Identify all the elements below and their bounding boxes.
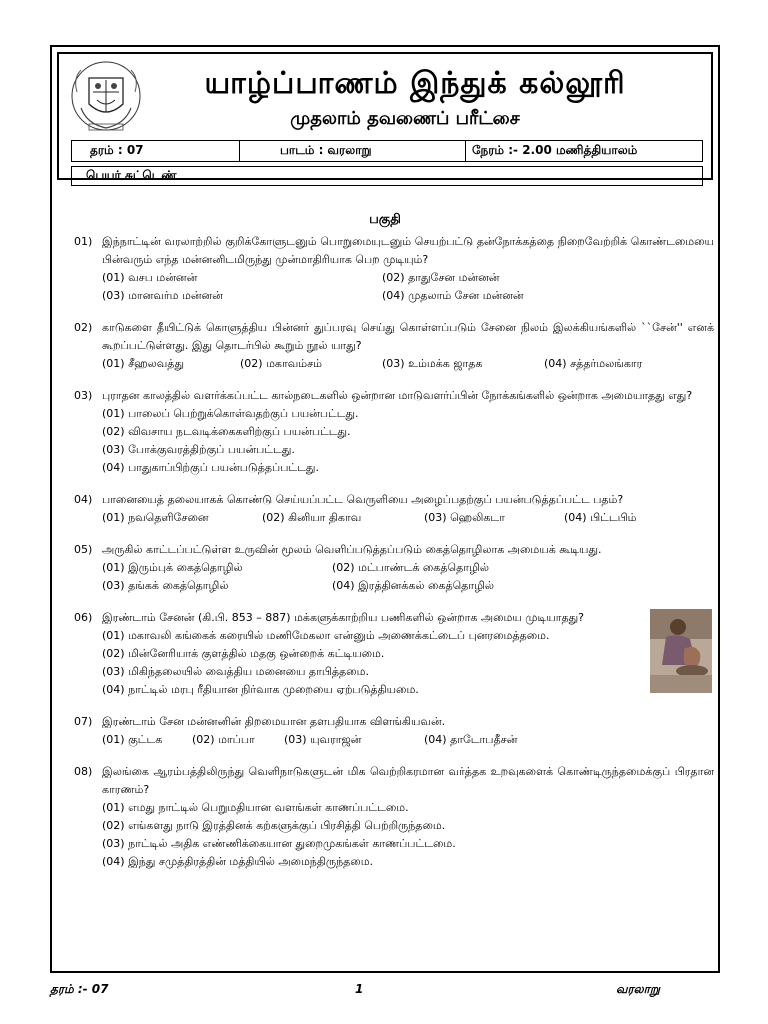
option[interactable]: (01) மகாவலி கங்கைக் கரையில் மணிமேகலா என்னும் அணைக்கட்டைப் புனரமைத்தமை. — [102, 629, 550, 642]
question-7 — [74, 713, 714, 749]
info-row — [71, 140, 703, 162]
question-text: காடுகளை தீயிட்டுக் கொளுத்திய பின்னர் துப்பரவு செய்து கொள்ளப்படும் சேனை நிலம் இலக்கியங்களில் ``சேன்'' எனக் கூறப்பட்டுள்ளது. இது தொடர்பில் கூறும் நூல் யாது? — [102, 321, 714, 352]
option[interactable]: (02) மகாவம்சம் — [240, 357, 323, 370]
option[interactable]: (01) பாலைப் பெற்றுக்கொள்வதற்குப் பயன்பட்டது. — [102, 407, 359, 420]
option[interactable]: (03) தங்கக் கைத்தொழில் — [102, 579, 229, 592]
question-text: இலங்கை ஆரம்பத்திலிருந்து வெளிநாடுகளுடன் மிக வெற்றிகரமான வர்த்தக உறவுகளைக் கொண்டிருந்தமைக்குப் பிரதான காரணம்? — [102, 765, 714, 796]
question-2 — [74, 319, 714, 373]
question-text: இந்நாட்டின் வரலாற்றில் குறிக்கோளுடனும் பொறுமையுடனும் செயற்பட்டு தன்நோக்கத்தை நிறைவேற்றிக் கொண்டமையை பின்வரும் எந்த மன்னனிடமிருந்து முன்மாதிரியாக பெற முடியும்? — [102, 235, 714, 266]
option[interactable]: (03) உம்மக்க ஜாதக — [382, 357, 483, 370]
question-4 — [74, 491, 714, 527]
header-box — [57, 52, 713, 180]
question-number: 08) — [74, 765, 93, 778]
option[interactable]: (02) கினியா திகாவ — [262, 511, 362, 524]
option[interactable]: (01) குட்டக — [102, 733, 163, 746]
potter-photo-icon — [650, 609, 712, 693]
time-field: நேரம் :- 2.00 மணித்தியாலம் — [472, 143, 638, 157]
question-5 — [74, 541, 714, 595]
option[interactable]: (04) முதலாம் சேன மன்னன் — [382, 289, 524, 302]
question-number: 06) — [74, 611, 93, 624]
option[interactable]: (02) மாப்பா — [192, 733, 255, 746]
question-number: 04) — [74, 493, 93, 506]
option[interactable]: (04) சத்தர்மலங்கார — [544, 357, 643, 370]
question-number: 02) — [74, 321, 93, 334]
option[interactable]: (03) ஹெலிகடா — [424, 511, 505, 524]
option[interactable]: (03) மானவர்ம மன்னன் — [102, 289, 223, 302]
option[interactable]: (01) வசப மன்னன் — [102, 271, 198, 284]
grade-field: தரம் : 07 — [72, 141, 240, 161]
question-text: புராதன காலத்தில் வளர்க்கப்பட்ட கால்நடைகளில் ஒன்றான மாடுவளர்ப்பின் நோக்கங்களில் ஒன்றாக அமையாதது எது? — [102, 389, 693, 402]
section-title: பகுதி — [369, 212, 401, 227]
option[interactable]: (01) எமது நாட்டில் பெறுமதியான வளங்கள் காணப்பட்டமை. — [102, 801, 409, 814]
option[interactable]: (01) இரும்புக் கைத்தொழில் — [102, 561, 243, 574]
option[interactable]: (01) நவதெளிசேனை — [102, 511, 209, 524]
name-field[interactable]: பெயர் சுட்டெண் — [71, 166, 703, 186]
question-1 — [74, 233, 714, 305]
question-text: இரண்டாம் சேன மன்னனின் திறமையான தளபதியாக விளங்கியவன். — [102, 715, 446, 728]
exam-name: முதலாம் தவணைப் பரீட்சை — [290, 108, 520, 129]
option[interactable]: (04) தாடோபதீசன் — [424, 733, 518, 746]
option[interactable]: (03) போக்குவரத்திற்குப் பயன்பட்டது. — [102, 443, 295, 456]
option[interactable]: (01) சீஹலவத்து — [102, 357, 185, 370]
option[interactable]: (02) தாதுசேன மன்னன் — [382, 271, 500, 284]
page-number: 1 — [355, 982, 364, 996]
option[interactable]: (02) மட்பாண்டக் கைத்தொழில் — [332, 561, 489, 574]
question-3 — [74, 387, 714, 477]
question-text: பானையைத் தலையாகக் கொண்டு செய்யப்பட்ட வெருளியை அழைப்பதற்குப் பயன்படுத்தப்பட்ட பதம்? — [102, 493, 624, 506]
option[interactable]: (03) யுவராஜன் — [284, 733, 362, 746]
option[interactable]: (04) இரத்தினக்கல் கைத்தொழில் — [332, 579, 495, 592]
school-name: யாழ்ப்பாணம் இந்துக் கல்லூரி — [204, 66, 626, 101]
question-text: இரண்டாம் சேனன் (கி.பி. 853 – 887) மக்களுக்காற்றிய பணிகளில் ஒன்றாக அமைய முடியாதது? — [102, 611, 584, 624]
option[interactable]: (03) மிகிந்தலையில் வைத்திய மனையை தாபித்தமை. — [102, 665, 369, 678]
option[interactable]: (04) பிட்டபிம் — [564, 511, 637, 524]
option[interactable]: (02) மின்னேரியாக் குளத்தில் மதகு ஒன்றைக் கட்டியமை. — [102, 647, 385, 660]
question-number: 01) — [74, 235, 93, 248]
option[interactable]: (03) நாட்டில் அதிக எண்ணிக்கையான துறைமுகங்கள் காணப்பட்டமை. — [102, 837, 456, 850]
option[interactable]: (02) எங்களது நாடு இரத்தினக் கற்களுக்குப் பிரசித்தி பெற்றிருந்தமை. — [102, 819, 446, 832]
question-number: 07) — [74, 715, 93, 728]
question-6 — [74, 609, 714, 699]
question-text: அருகில் காட்டப்பட்டுள்ள உருவின் மூலம் வெளிப்படுத்தப்படும் கைத்தொழிலாக அமையக் கூடியது. — [102, 543, 602, 556]
option[interactable]: (04) நாட்டில் மரபு ரீதியான நிர்வாக முறையை ஏற்படுத்தியமை. — [102, 683, 419, 696]
question-number: 03) — [74, 389, 93, 402]
footer-subject: வரலாறு — [616, 982, 660, 996]
footer-grade: தரம் :- 07 — [50, 982, 109, 996]
option[interactable]: (04) பாதுகாப்பிற்குப் பயன்படுத்தப்பட்டது. — [102, 461, 319, 474]
exam-page — [50, 45, 720, 973]
option[interactable]: (02) விவசாய நடவடிக்கைகளிற்குப் பயன்பட்டது. — [102, 425, 351, 438]
option[interactable]: (04) இந்து சமுத்திரத்தின் மத்தியில் அமைந்திருந்தமை. — [102, 855, 374, 868]
question-8 — [74, 763, 714, 871]
question-list — [74, 233, 714, 885]
subject-field: பாடம் : வரலாறு — [240, 141, 466, 161]
question-number: 05) — [74, 543, 93, 556]
